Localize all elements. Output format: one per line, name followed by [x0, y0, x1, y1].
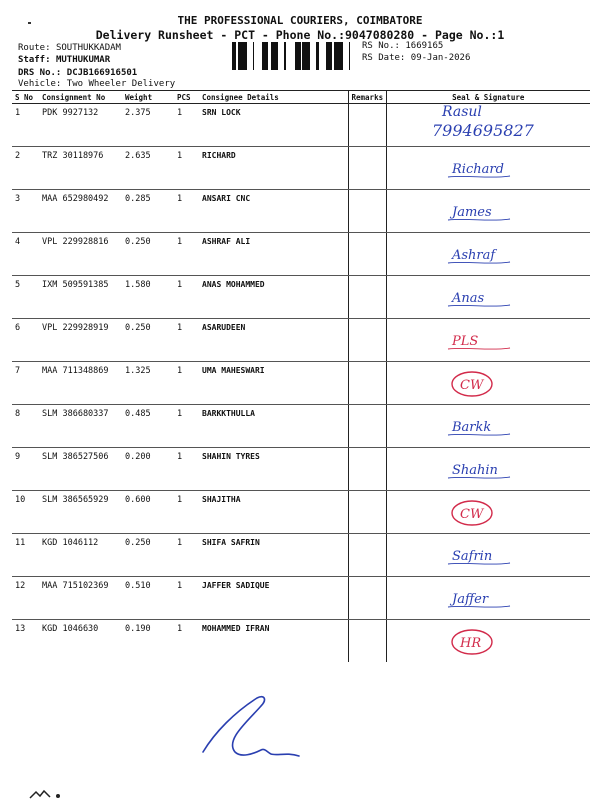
- signature-mark: [390, 495, 588, 533]
- signature-mark: [390, 237, 588, 275]
- svg-text:Anas: Anas: [451, 291, 484, 306]
- vehicle-label: Vehicle:: [18, 79, 62, 89]
- table-row: [12, 319, 590, 362]
- signature-mark: [390, 366, 588, 404]
- vehicle-line: [18, 79, 175, 89]
- cell-signature: [386, 620, 590, 663]
- table-row: [12, 362, 590, 405]
- cell-sno: 4: [12, 233, 39, 276]
- cell-signature: [386, 491, 590, 534]
- cell-weight: 0.600: [122, 491, 174, 534]
- cell-pcs: 1: [174, 448, 199, 491]
- svg-text:Jaffer: Jaffer: [451, 592, 488, 607]
- table-row: [12, 276, 590, 319]
- cell-consignee: ANSARI CNC: [199, 190, 348, 233]
- cell-weight: 0.250: [122, 534, 174, 577]
- cell-consignee: ANAS MOHAMMED: [199, 276, 348, 319]
- table-row: [12, 104, 590, 147]
- cell-pcs: 1: [174, 233, 199, 276]
- cell-remarks: [348, 405, 386, 448]
- signature-mark: [390, 323, 588, 361]
- cell-sno: 6: [12, 319, 39, 362]
- table-row: [12, 491, 590, 534]
- signature-mark: [390, 151, 588, 189]
- cell-consignment: KGD 1046630: [42, 624, 99, 634]
- cell-consignee: RICHARD: [199, 147, 348, 190]
- svg-text:Richard: Richard: [451, 162, 504, 177]
- runsheet-subtitle: Delivery Runsheet - PCT - Phone No.:9047080280 - Page No.:1: [95, 28, 505, 42]
- cell-weight: 2.375: [122, 104, 174, 147]
- cell-consignment: MAA 652980492: [39, 190, 122, 233]
- svg-text:Barkk: Barkk: [451, 420, 491, 435]
- cell-signature: [386, 104, 590, 147]
- staff-line: [18, 55, 110, 65]
- cell-sno: 1: [12, 104, 39, 147]
- cell-consignee: SHIFA SAFRIN: [199, 534, 348, 577]
- cell-remarks: [348, 534, 386, 577]
- header-consignee: Consignee Details: [199, 91, 348, 104]
- svg-text:Safrin: Safrin: [451, 549, 492, 564]
- runsheet-table: [12, 90, 590, 662]
- cell-pcs: 1: [174, 491, 199, 534]
- route-line: [18, 43, 121, 53]
- cell-remarks: [348, 104, 386, 147]
- header-sno: S No: [12, 91, 39, 104]
- cell-consignee: SHAHIN TYRES: [199, 448, 348, 491]
- signature-mark: [390, 104, 588, 146]
- cell-remarks: [348, 491, 386, 534]
- cell-pcs: 1: [174, 190, 199, 233]
- cell-pcs: 1: [174, 276, 199, 319]
- table-row: [12, 147, 590, 190]
- signature-icon: [390, 276, 596, 322]
- signature-icon: [390, 577, 596, 623]
- cell-sno: 12: [12, 577, 39, 620]
- cell-signature: [386, 276, 590, 319]
- signature-icon: [390, 319, 596, 365]
- header-weight: Weight: [122, 91, 174, 104]
- rs-no-line: [362, 41, 443, 51]
- cell-consignment: SLM 386565929: [39, 491, 122, 534]
- table-header-row: [12, 91, 590, 104]
- cell-signature: [386, 448, 590, 491]
- supervisor-signature: [195, 692, 305, 762]
- cell-weight: 2.635: [122, 147, 174, 190]
- cell-consignee: MOHAMMED IFRAN: [202, 624, 270, 633]
- signature-icon: [390, 362, 596, 408]
- cell-consignee: UMA MAHESWARI: [199, 362, 348, 405]
- cell-pcs: 1: [174, 405, 199, 448]
- table-row: [12, 448, 590, 491]
- route-label: Route:: [18, 43, 51, 53]
- cell-pcs: 1: [174, 362, 199, 405]
- header-seal-signature: Seal & Signature: [386, 91, 590, 104]
- cell-sno: 2: [12, 147, 39, 190]
- signature-icon: [390, 491, 596, 537]
- cell-signature: [386, 577, 590, 620]
- svg-text:7994695827: 7994695827: [431, 121, 534, 140]
- vehicle-value: Two Wheeler Delivery: [66, 79, 176, 89]
- svg-text:Rasul: Rasul: [441, 104, 482, 120]
- signature-icon: [390, 190, 596, 236]
- cell-weight: 1.580: [122, 276, 174, 319]
- cell-consignment: VPL 229928919: [39, 319, 122, 362]
- signature-icon: [390, 104, 596, 150]
- rs-date-label: RS Date:: [362, 53, 406, 63]
- cell-consignment: MAA 711348869: [39, 362, 122, 405]
- cell-sno: 13: [15, 624, 26, 634]
- cell-weight: 0.250: [122, 319, 174, 362]
- cell-remarks: [348, 577, 386, 620]
- cell-sno: 3: [12, 190, 39, 233]
- cell-remarks: [348, 233, 386, 276]
- table-row: [12, 620, 590, 663]
- cell-consignee: SRN LOCK: [199, 104, 348, 147]
- cell-pcs: 1: [177, 624, 183, 634]
- cell-pcs: 1: [174, 147, 199, 190]
- cell-weight: 0.200: [122, 448, 174, 491]
- cell-weight: 0.285: [122, 190, 174, 233]
- route-value: SOUTHUKKADAM: [55, 43, 121, 53]
- svg-text:PLS: PLS: [451, 334, 478, 349]
- cell-signature: [386, 233, 590, 276]
- cell-signature: [386, 405, 590, 448]
- signature-icon: [390, 620, 596, 666]
- rs-date-line: [362, 53, 470, 63]
- cell-consignee: ASARUDEEN: [199, 319, 348, 362]
- cell-signature: [386, 319, 590, 362]
- header-pcs: PCS: [174, 91, 199, 104]
- svg-text:HR: HR: [459, 636, 481, 651]
- signature-mark: [390, 409, 588, 447]
- cell-sno: 11: [12, 534, 39, 577]
- header-consignment: Consignment No: [39, 91, 122, 104]
- cell-remarks: [348, 147, 386, 190]
- cell-weight: 1.325: [122, 362, 174, 405]
- cell-consignment: SLM 386527506: [39, 448, 122, 491]
- cell-consignment: IXM 509591385: [39, 276, 122, 319]
- cell-pcs: 1: [174, 577, 199, 620]
- cell-consignee: ASHRAF ALI: [199, 233, 348, 276]
- drs-label: DRS No.:: [18, 68, 62, 78]
- signature-mark: [390, 538, 588, 576]
- cell-signature: [386, 534, 590, 577]
- signature-icon: [390, 147, 596, 193]
- cell-remarks: [348, 319, 386, 362]
- signature-mark: [390, 452, 588, 490]
- cell-remarks: [348, 276, 386, 319]
- cell-consignment: SLM 386680337: [39, 405, 122, 448]
- svg-text:CW: CW: [459, 378, 483, 393]
- table-row: [12, 577, 590, 620]
- cell-consignment: VPL 229928816: [39, 233, 122, 276]
- cell-consignee: JAFFER SADIQUE: [199, 577, 348, 620]
- signature-mark: [390, 624, 588, 662]
- signature-icon: [390, 534, 596, 580]
- rs-date-value: 09-Jan-2026: [410, 53, 471, 63]
- header-remarks: Remarks: [348, 91, 386, 104]
- table-row: [12, 190, 590, 233]
- svg-text:James: James: [451, 205, 492, 220]
- signature-icon: [390, 405, 596, 451]
- cell-consignment: KGD 1046112: [39, 534, 122, 577]
- cell-weight: 0.190: [125, 624, 151, 634]
- cell-pcs: 1: [174, 104, 199, 147]
- corner-mark-icon: [28, 788, 68, 800]
- table-row: [12, 405, 590, 448]
- signature-icon: [390, 233, 596, 279]
- cell-signature: [386, 190, 590, 233]
- svg-text:Ashraf: Ashraf: [451, 248, 495, 263]
- cell-consignee: BARKKTHULLA: [199, 405, 348, 448]
- cell-sno: 5: [12, 276, 39, 319]
- cell-remarks: [348, 362, 386, 405]
- table-row: [12, 534, 590, 577]
- cell-consignment: TRZ 30118976: [39, 147, 122, 190]
- cell-consignment: PDK 9927132: [39, 104, 122, 147]
- drs-value: DCJB166916501: [66, 68, 138, 78]
- cell-weight: 0.510: [122, 577, 174, 620]
- cell-sno: 8: [12, 405, 39, 448]
- cell-remarks: [348, 620, 386, 663]
- barcode-icon: [232, 42, 358, 70]
- cell-sno: 9: [12, 448, 39, 491]
- staff-value: MUTHUKUMAR: [55, 55, 111, 65]
- cell-weight: 0.250: [122, 233, 174, 276]
- cell-remarks: [348, 190, 386, 233]
- cell-consignee: SHAJITHA: [199, 491, 348, 534]
- table-row: [12, 233, 590, 276]
- cell-signature: [386, 362, 590, 405]
- drs-line: [18, 68, 137, 78]
- signature-mark: [390, 194, 588, 232]
- cell-pcs: 1: [174, 534, 199, 577]
- signature-mark: [390, 280, 588, 318]
- svg-text:CW: CW: [459, 507, 483, 522]
- signature-icon: [390, 448, 596, 494]
- rs-no-label: RS No.:: [362, 41, 400, 51]
- cell-sno: 7: [12, 362, 39, 405]
- rs-no-value: 1669165: [405, 41, 444, 51]
- cell-remarks: [348, 448, 386, 491]
- signature-mark: [390, 581, 588, 619]
- cell-pcs: 1: [174, 319, 199, 362]
- company-title: THE PROFESSIONAL COURIERS, COIMBATORE: [177, 14, 423, 27]
- svg-text:Shahin: Shahin: [451, 463, 498, 478]
- cell-consignment: MAA 715102369: [39, 577, 122, 620]
- staff-label: Staff:: [18, 55, 51, 65]
- cell-weight: 0.485: [122, 405, 174, 448]
- cell-signature: [386, 147, 590, 190]
- cell-sno: 10: [12, 491, 39, 534]
